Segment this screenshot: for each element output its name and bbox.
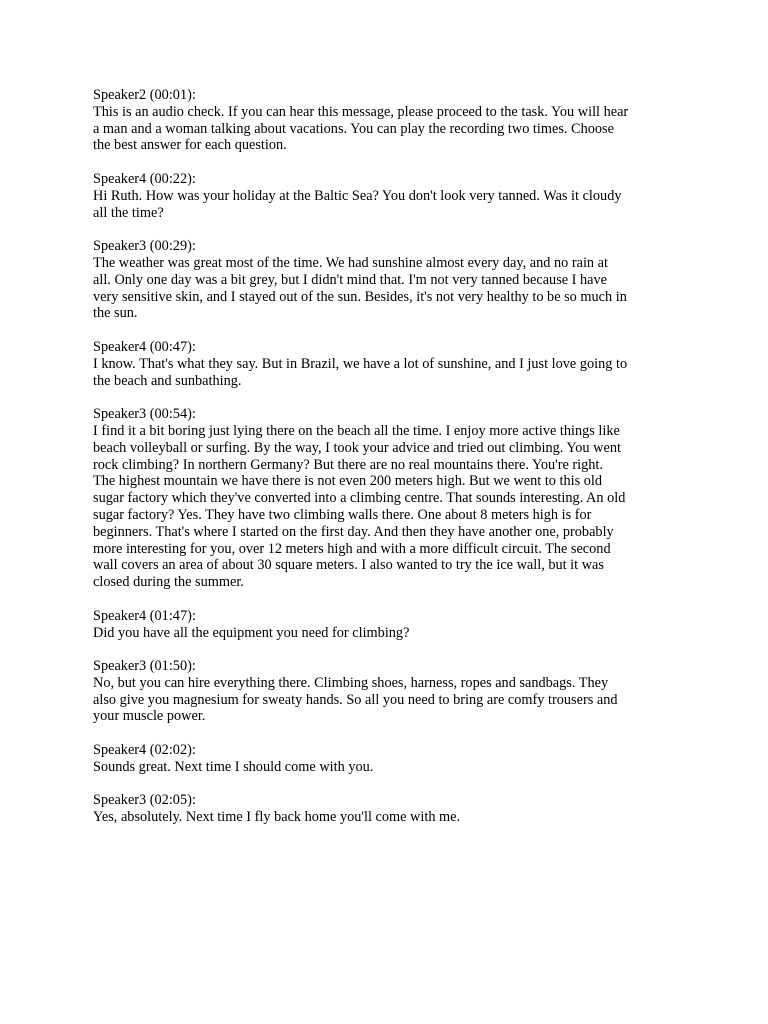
dialogue-line: wall covers an area of about 30 square meters. I also wanted to try the ice wall, but it was — [93, 557, 604, 574]
dialogue-line: also give you magnesium for sweaty hands. So all you need to bring are comfy trousers and — [93, 691, 618, 708]
dialogue-line: a man and a woman talking about vacations. You can play the recording two times. Choose — [93, 120, 614, 137]
transcript-entry — [93, 792, 683, 826]
dialogue-line: The highest mountain we have there is not even 200 meters high. But we went to this old — [93, 473, 603, 490]
dialogue-line: No, but you can hire everything there. Climbing shoes, harness, ropes and sandbags. They — [93, 674, 609, 691]
transcript-entry — [93, 238, 683, 322]
dialogue-line: the beach and sunbathing. — [93, 372, 242, 389]
transcript-entry — [93, 87, 683, 154]
dialogue-line: Hi Ruth. How was your holiday at the Baltic Sea? You don't look very tanned. Was it cloudy — [93, 187, 622, 204]
transcript-page — [93, 87, 683, 843]
dialogue-line: more interesting for you, over 12 meters high and with a more difficult circuit. The second — [93, 540, 611, 557]
dialogue-line: I find it a bit boring just lying there on the beach all the time. I enjoy more active things like — [93, 422, 620, 439]
dialogue-line: your muscle power. — [93, 708, 206, 725]
speaker-timestamp: Speaker3 (01:50): — [93, 658, 196, 675]
dialogue-line: beginners. That's where I started on the first day. And then they have another one, probably — [93, 523, 614, 540]
dialogue-line: closed during the summer. — [93, 574, 244, 591]
speaker-timestamp: Speaker3 (00:29): — [93, 238, 196, 255]
dialogue-line: all. Only one day was a bit grey, but I didn't mind that. I'm not very tanned because I have — [93, 271, 608, 288]
dialogue-line: the sun. — [93, 305, 138, 322]
speaker-timestamp: Speaker3 (00:54): — [93, 406, 196, 423]
dialogue-line: the best answer for each question. — [93, 137, 287, 154]
dialogue-line: Sounds great. Next time I should come with you. — [93, 758, 374, 775]
transcript-entry — [93, 406, 683, 591]
speaker-timestamp: Speaker2 (00:01): — [93, 87, 196, 103]
dialogue-line: This is an audio check. If you can hear this message, please proceed to the task. You will hear — [93, 103, 629, 120]
speaker-timestamp: Speaker3 (02:05): — [93, 792, 196, 809]
speaker-timestamp: Speaker4 (00:22): — [93, 170, 196, 187]
transcript-entry — [93, 339, 683, 389]
transcript-entry — [93, 742, 683, 776]
transcript-entry — [93, 171, 683, 221]
dialogue-line: very sensitive skin, and I stayed out of the sun. Besides, it's not very healthy to be so much in — [93, 288, 627, 305]
dialogue-line: sugar factory? Yes. They have two climbing walls there. One about 8 meters high is for — [93, 506, 592, 523]
dialogue-line: Did you have all the equipment you need for climbing? — [93, 624, 410, 641]
transcript-entry — [93, 608, 683, 642]
dialogue-line: all the time? — [93, 204, 164, 221]
dialogue-line: rock climbing? In northern Germany? But there are no real mountains there. You're right. — [93, 456, 603, 473]
dialogue-line: sugar factory which they've converted into a climbing centre. That sounds interesting. An old — [93, 490, 626, 507]
transcript-entry — [93, 658, 683, 725]
dialogue-line: I know. That's what they say. But in Brazil, we have a lot of sunshine, and I just love going to — [93, 355, 628, 372]
speaker-timestamp: Speaker4 (02:02): — [93, 742, 196, 759]
speaker-timestamp: Speaker4 (01:47): — [93, 607, 196, 624]
dialogue-line: beach volleyball or surfing. By the way, I took your advice and tried out climbing. You went — [93, 439, 621, 456]
dialogue-line: Yes, absolutely. Next time I fly back home you'll come with me. — [93, 809, 461, 826]
dialogue-line: The weather was great most of the time. We had sunshine almost every day, and no rain at — [93, 254, 608, 271]
speaker-timestamp: Speaker4 (00:47): — [93, 338, 196, 355]
